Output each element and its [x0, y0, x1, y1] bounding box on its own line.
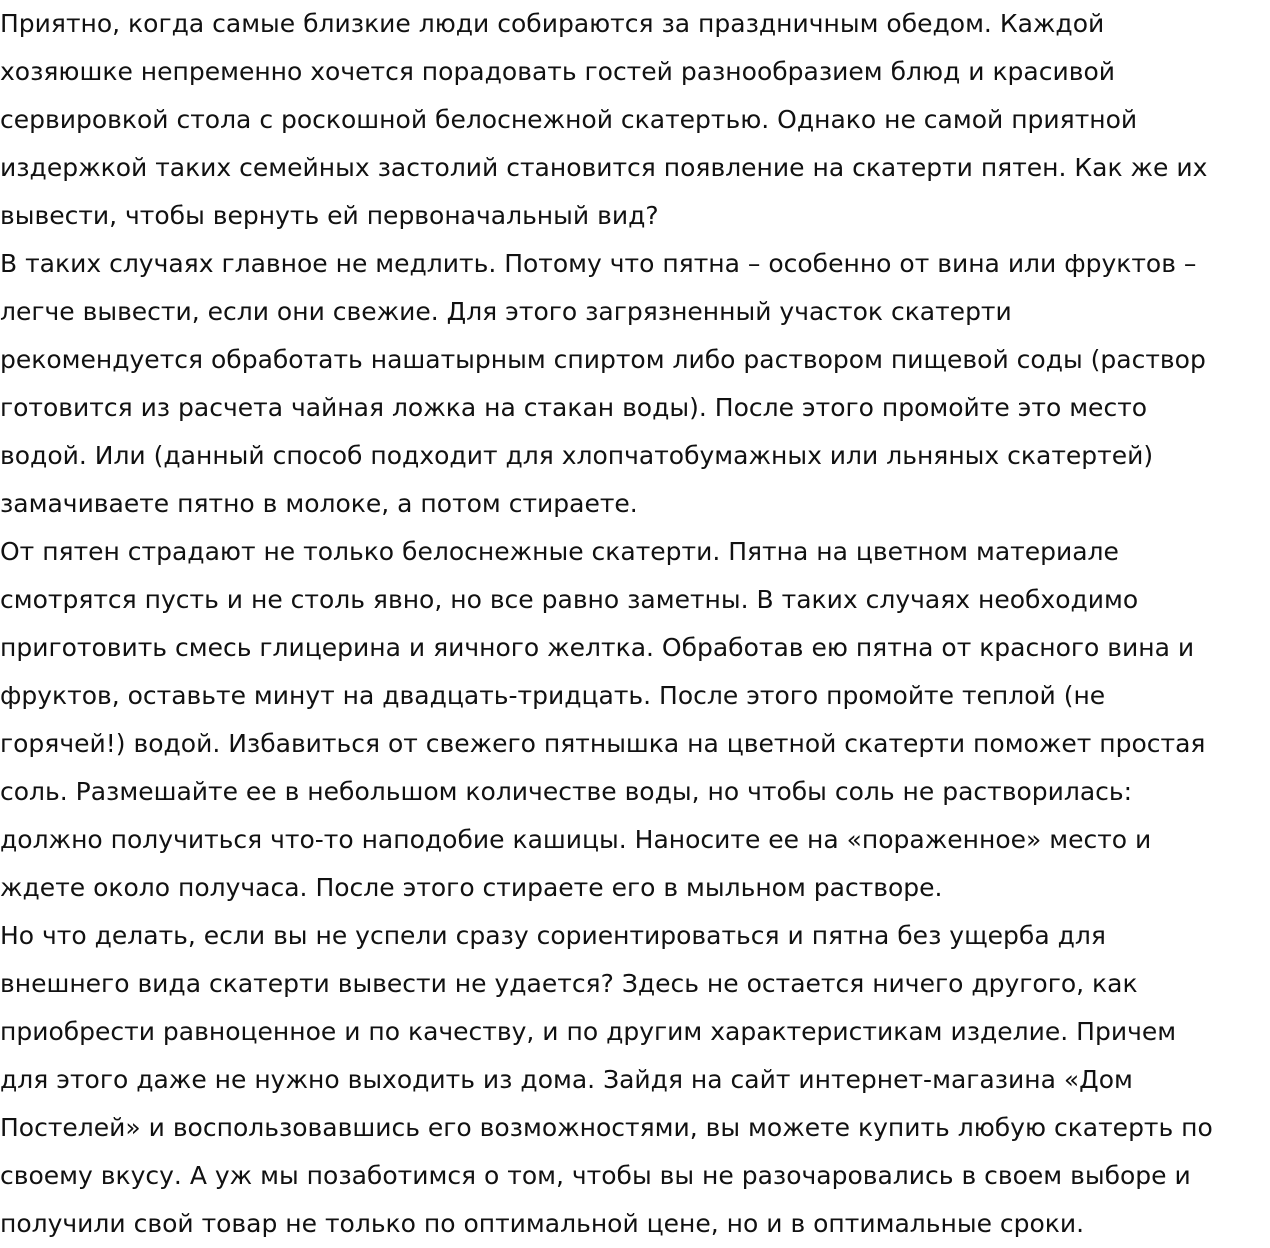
- paragraph-intro: Приятно, когда самые близкие люди собираются за праздничным обедом. Каждой хозяюшке непременно хочется порадовать гостей разнообразием блюд и красивой сервировкой стола с роскошной белоснежной скатертью. Однако не самой приятной издержкой таких семейных застолий становится появление на скатерти пятен. Как же их вывести, чтобы вернуть ей первоначальный вид?: [0, 9, 1208, 230]
- paragraph-store-offer: Но что делать, если вы не успели сразу сориентироваться и пятна без ущерба для внешнего вида скатерти вывести не удается? Здесь не остается ничего другого, как приобрести равноценное и по качеству, и по другим характеристикам изделие. Причем для этого даже не нужно выходить из дома. Зайдя на сайт интернет-магазина «Дом Постелей» и воспользовавшись его возможностями, вы можете купить любую скатерть по своему вкусу. А уж мы позаботимся о том, чтобы вы не разочаровались в своем выборе и получили свой товар не только по оптимальной цене, но и в оптимальные сроки.: [0, 921, 1213, 1238]
- paragraph-fresh-stains: В таких случаях главное не медлить. Потому что пятна – особенно от вина или фруктов – легче вывести, если они свежие. Для этого загрязненный участок скатерти рекомендуется обработать нашатырным спиртом либо раствором пищевой соды (раствор готовится из расчета чайная ложка на стакан воды). После этого промойте это место водой. Или (данный способ подходит для хлопчатобумажных или льняных скатертей) замачиваете пятно в молоке, а потом стираете.: [0, 249, 1206, 518]
- paragraph-colored-tablecloths: От пятен страдают не только белоснежные скатерти. Пятна на цветном материале смотрятся пусть и не столь явно, но все равно заметны. В таких случаях необходимо приготовить смесь глицерина и яичного желтка. Обработав ею пятна от красного вина и фруктов, оставьте минут на двадцать-тридцать. После этого промойте теплой (не горячей!) водой. Избавиться от свежего пятнышка на цветной скатерти поможет простая соль. Размешайте ее в небольшом количестве воды, но чтобы соль не растворилась: должно получиться что-то наподобие кашицы. Наносите ее на «пораженное» место и ждете около получаса. После этого стираете его в мыльном растворе.: [0, 537, 1206, 902]
